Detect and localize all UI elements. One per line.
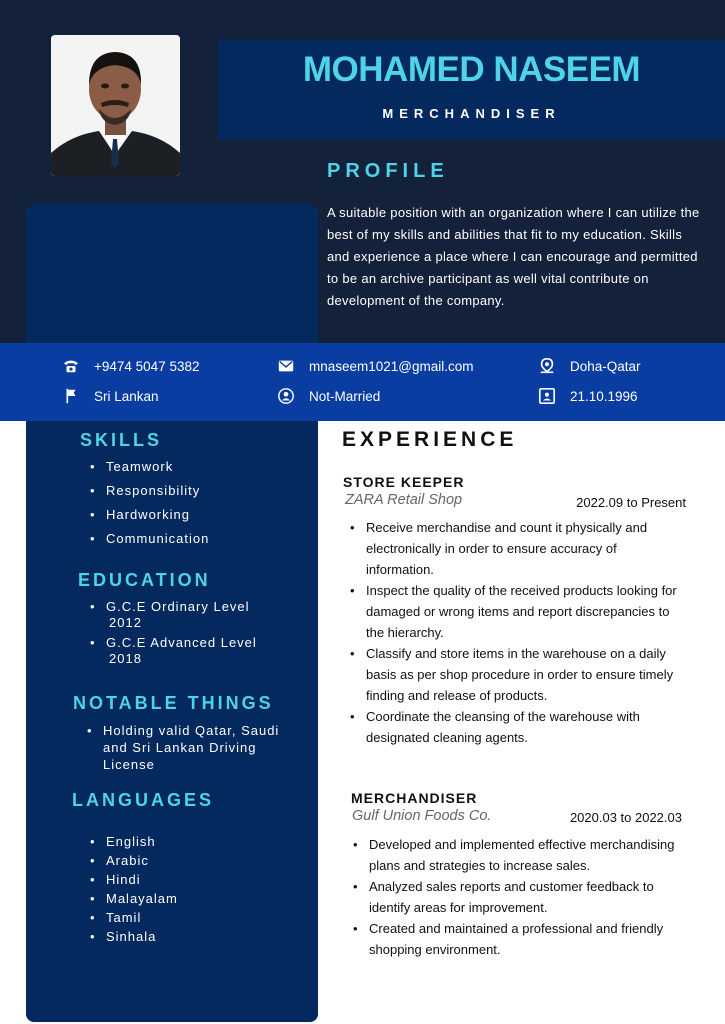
list-item: • Holding valid Qatar, Saudi and Sri Lankan Driving License: [85, 722, 295, 773]
notable-heading: NOTABLE THINGS: [73, 693, 274, 713]
job-dates: 2020.03 to 2022.03: [569, 810, 682, 825]
dob-text: 21.10.1996: [570, 388, 638, 404]
job-duties: [348, 517, 683, 748]
list-item: • Hardworking: [88, 503, 209, 527]
person-photo-icon: [51, 35, 180, 176]
list-item: • Classify and store items in the warehouse on a daily basis as per shop procedure in order to ensure timely finding and release of products.: [348, 643, 683, 706]
list-item: [88, 599, 257, 631]
job-role: MERCHANDISER: [351, 790, 478, 806]
education-name: G.C.E Ordinary Level: [106, 599, 250, 614]
list-item: • Developed and implemented effective merchandising plans and strategies to increase sales.: [351, 834, 681, 876]
job-title: MERCHANDISER: [382, 106, 561, 121]
list-item: [88, 635, 257, 667]
contact-email[interactable]: [277, 357, 474, 375]
flag-icon: [62, 387, 80, 405]
contact-location: [538, 357, 641, 375]
profile-photo: [51, 35, 180, 176]
list-item: • Sinhala: [88, 927, 178, 946]
list-item: • Teamwork: [88, 455, 209, 479]
phone-text: +9474 5047 5382: [94, 358, 200, 374]
phone-icon: [62, 357, 80, 375]
contact-phone[interactable]: [62, 357, 199, 375]
experience-heading: EXPERIENCE: [342, 428, 518, 451]
candidate-name: MOHAMED NASEEM: [302, 50, 641, 89]
map-pin-icon: [538, 357, 556, 375]
list-item: • Communication: [88, 527, 209, 551]
list-item: • Inspect the quality of the received products looking for damaged or wrong items and report discrepancies to the hierarchy.: [348, 580, 683, 643]
id-card-icon: [538, 387, 556, 405]
education-list: [88, 599, 257, 671]
nationality-text: Sri Lankan: [94, 388, 159, 404]
list-item: • Arabic: [88, 851, 178, 870]
user-circle-icon: [277, 387, 295, 405]
list-item: • Receive merchandise and count it physically and electronically in order to ensure accuracy of information.: [348, 517, 683, 580]
languages-heading: LANGUAGES: [72, 790, 215, 810]
education-year: 2012: [109, 615, 142, 630]
contact-bar: [0, 343, 725, 421]
list-item: • Tamil: [88, 908, 178, 927]
job-company: Gulf Union Foods Co.: [352, 808, 492, 824]
languages-list: [88, 832, 178, 946]
list-item: • Malayalam: [88, 889, 178, 908]
list-item: • Responsibility: [88, 479, 209, 503]
list-item: • Created and maintained a professional and friendly shopping environment.: [351, 918, 681, 960]
job-company: ZARA Retail Shop: [345, 492, 463, 508]
envelope-icon: [277, 357, 295, 375]
job-dates: 2022.09 to Present: [576, 495, 686, 510]
education-name: G.C.E Advanced Level: [106, 635, 257, 650]
contact-nationality: [62, 387, 159, 405]
profile-heading: PROFILE: [327, 160, 449, 182]
location-text: Doha-Qatar: [570, 358, 641, 374]
email-text: mnaseem1021@gmail.com: [309, 358, 474, 374]
notable-list: [85, 722, 295, 773]
education-heading: EDUCATION: [78, 570, 211, 590]
list-item: • English: [88, 832, 178, 851]
list-item: • Hindi: [88, 870, 178, 889]
marital-status-text: Not-Married: [309, 388, 381, 404]
job-duties: [351, 834, 681, 960]
contact-dob: [538, 387, 638, 405]
skills-heading: SKILLS: [80, 430, 163, 450]
education-year: 2018: [109, 651, 142, 666]
profile-text: A suitable position with an organization where I can utilize the best of my skills and abilities that fit to my education. Skills and experience a place where I can encourage and permitted to be an archive participant as well vital contribute on development of the company.: [327, 205, 700, 308]
list-item: • Analyzed sales reports and customer feedback to identify areas for improvement.: [351, 876, 681, 918]
skills-list: [88, 455, 209, 551]
job-role: STORE KEEPER: [343, 474, 465, 490]
list-item: • Coordinate the cleansing of the warehouse with designated cleaning agents.: [348, 706, 683, 748]
contact-marital-status: [277, 387, 380, 405]
